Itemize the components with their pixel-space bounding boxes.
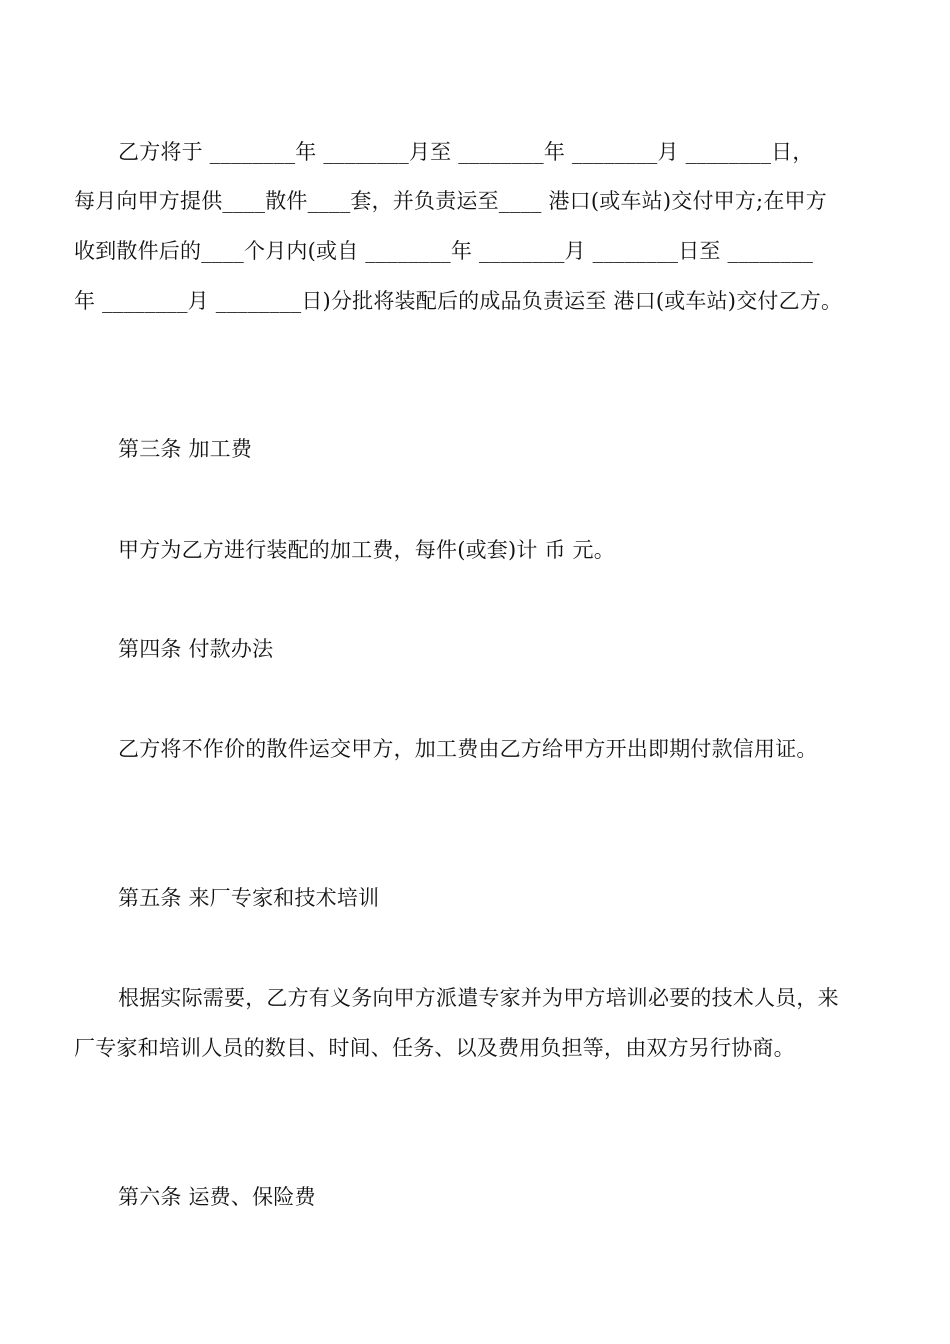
paragraph-delivery-line-3: 收到散件后的____个月内(或自 ________年 ________月 ________日至 ________ [74, 239, 814, 263]
article-4-heading: 第四条 付款办法 [118, 637, 274, 661]
article-3-body: 甲方为乙方进行装配的加工费，每件(或套)计 币 元。 [118, 538, 615, 562]
article-3-heading: 第三条 加工费 [118, 437, 253, 461]
article-5-body-line-2: 厂专家和培训人员的数目、时间、任务、以及费用负担等，由双方另行协商。 [74, 1036, 795, 1060]
article-6-heading: 第六条 运费、保险费 [118, 1185, 316, 1209]
article-5-heading: 第五条 来厂专家和技术培训 [118, 886, 380, 910]
article-5-body-line-1: 根据实际需要，乙方有义务向甲方派遣专家并为甲方培训必要的技术人员，来 [118, 986, 839, 1010]
paragraph-delivery-line-1: 乙方将于 ________年 ________月至 ________年 ________月 ________日， [118, 140, 814, 164]
paragraph-delivery-line-2: 每月向甲方提供____散件____套，并负责运至____ 港口(或车站)交付甲方;在甲方 [74, 189, 827, 213]
article-4-body: 乙方将不作价的散件运交甲方，加工费由乙方给甲方开出即期付款信用证。 [118, 737, 818, 761]
paragraph-delivery-line-4: 年 ________月 ________日)分批将装配后的成品负责运至 港口(或车站)交付乙方。 [74, 289, 843, 313]
